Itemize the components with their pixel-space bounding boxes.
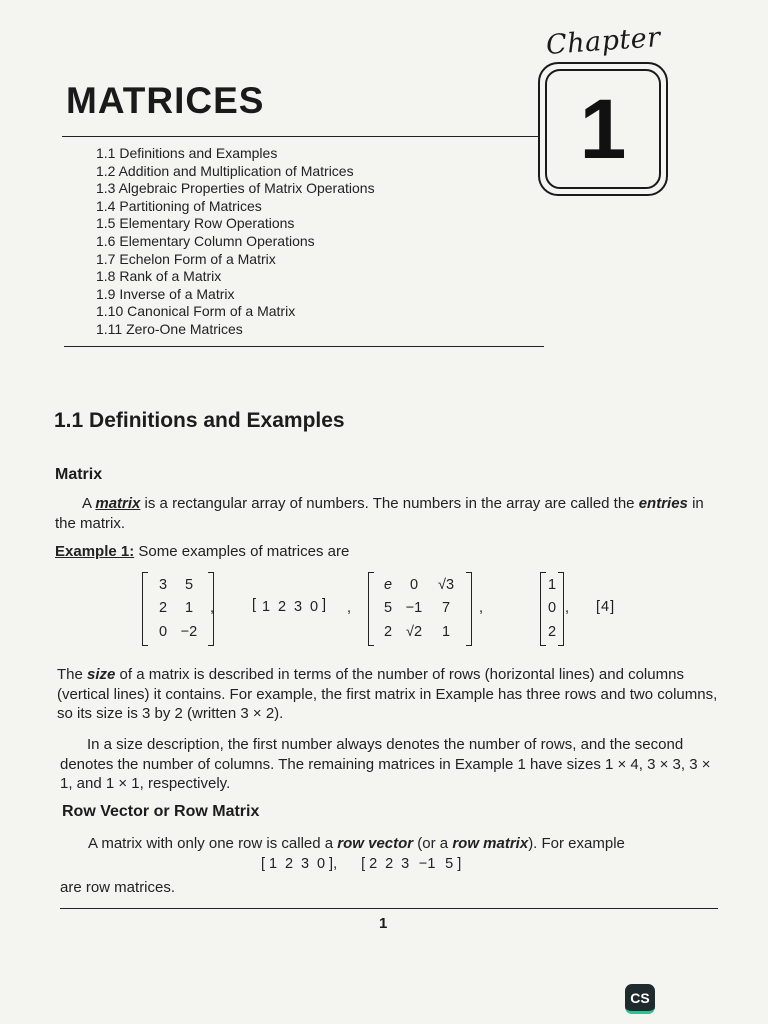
matrix-entry: 0 — [547, 600, 557, 617]
matrix-entry: 0 — [409, 577, 419, 593]
term-matrix: matrix — [95, 495, 141, 512]
matrix-entry: 4 — [601, 599, 610, 615]
size-paragraph — [57, 665, 719, 724]
toc-item: 1.2 Addition and Multiplication of Matrices — [96, 162, 354, 179]
matrix-entry: 2 — [284, 856, 294, 872]
toc-item: 1.7 Echelon Form of a Matrix — [96, 250, 276, 267]
matrix-entries — [148, 572, 208, 646]
matrix-entry: 5 — [383, 600, 393, 617]
matrix-entry: 1 — [547, 577, 557, 593]
text-run: Some examples of matrices are — [134, 543, 350, 560]
matrix-entry: −1 — [418, 856, 436, 872]
section-heading: 1.1 Definitions and Examples — [54, 409, 345, 432]
separator-comma: , — [347, 600, 352, 616]
matrix-entry: 3 — [158, 577, 168, 593]
chapter-label: Chapter — [545, 22, 662, 61]
text-run: A matrix with only one row is called a — [88, 835, 338, 852]
toc-item: 1.9 Inverse of a Matrix — [96, 285, 235, 302]
chapter-number: 1 — [545, 69, 661, 189]
matrix-entry: −1 — [405, 600, 423, 617]
matrix-entry: 3 — [401, 856, 410, 872]
matrix-3x3 — [368, 572, 472, 646]
matrix-entry: 5 — [445, 856, 454, 872]
bracket-right — [466, 572, 472, 646]
text-run: A — [82, 495, 96, 512]
matrix-entry: √2 — [405, 623, 423, 640]
table-of-contents — [96, 145, 375, 339]
chapter-title: MATRICES — [66, 80, 265, 121]
toc-item: 1.3 Algebraic Properties of Matrix Operations — [96, 180, 375, 197]
toc-item: 1.5 Elementary Row Operations — [96, 215, 295, 232]
matrix-entry: 3 — [293, 599, 303, 615]
term-size: size — [87, 666, 116, 683]
matrix-entry: 1 — [268, 856, 278, 872]
bracket-left: [ — [261, 856, 266, 872]
matrix-entry: 3 — [300, 856, 310, 872]
term-entries: entries — [638, 495, 688, 512]
text-run: The — [57, 666, 88, 683]
matrix-entry: 5 — [184, 577, 194, 593]
bracket-right: ] — [457, 856, 462, 872]
text-run: (or a — [413, 835, 453, 852]
bracket-right: ] — [610, 599, 615, 615]
bracket-right: ] — [322, 597, 327, 613]
term-row-matrix: row matrix — [452, 835, 529, 852]
toc-item: 1.6 Elementary Column Operations — [96, 232, 315, 249]
matrix-1x4 — [252, 596, 328, 622]
text-run: of a matrix is described in terms of the number of rows (horizontal lines) and columns (vertical lines) it contains. For example, the first matrix in Example has three rows and two columns, so its size is 3 by 2 (written 3 × 2). — [57, 666, 718, 722]
matrix-entry: −2 — [180, 623, 198, 640]
bracket-right: ] — [329, 856, 334, 872]
toc-item: 1.10 Canonical Form of a Matrix — [96, 303, 296, 320]
matrix-entries — [374, 572, 466, 646]
bracket-right — [558, 572, 564, 646]
matrix-entry: 2 — [547, 623, 557, 640]
example-label: Example 1: — [55, 543, 135, 560]
text-run: ). For example — [528, 835, 625, 852]
matrix-entry: 2 — [277, 599, 287, 615]
matrix-entries — [546, 572, 558, 646]
footer-rule — [60, 908, 718, 909]
toc-rule — [64, 346, 544, 347]
page-number: 1 — [379, 915, 388, 932]
toc-item: 1.11 Zero-One Matrices — [96, 320, 243, 337]
row-matrix-examples — [261, 856, 461, 872]
toc-item: 1.8 Rank of a Matrix — [96, 268, 222, 285]
matrix-entry: 0 — [158, 623, 168, 640]
separator-comma: , — [565, 600, 570, 616]
text-run: in the matrix. — [55, 495, 704, 532]
toc-item: 1.4 Partitioning of Matrices — [96, 197, 262, 214]
matrix-entry: 2 — [385, 856, 394, 872]
matrix-entry: 2 — [383, 623, 393, 640]
text-run: is a rectangular array of numbers. The numbers in the array are called the — [140, 495, 639, 512]
row-matrices-closing: are row matrices. — [60, 879, 176, 896]
matrix-entry: 1 — [261, 599, 271, 615]
title-rule — [62, 136, 540, 137]
matrix-entry: 2 — [369, 856, 378, 872]
matrix-3x1 — [540, 572, 564, 646]
matrix-entry: 1 — [184, 600, 194, 617]
row-vector-definition — [88, 834, 718, 854]
size-description-paragraph: In a size description, the first number always denotes the number of rows, and the second denotes the number of columns. The remaining matrices in Example 1 have sizes 1 × 4, 3 × 3, 3 × 1, and 1 × 1, respectively. — [60, 736, 711, 792]
camscanner-logo: CS — [625, 984, 655, 1014]
term-row-vector: row vector — [337, 835, 414, 852]
matrix-heading: Matrix — [55, 466, 103, 483]
separator-comma: , — [210, 600, 215, 616]
matrix-entry: 1 — [441, 623, 451, 640]
separator-comma: , — [479, 600, 484, 616]
bracket-left: [ — [361, 856, 366, 872]
separator-comma: , — [333, 856, 338, 872]
bracket-left: [ — [596, 599, 601, 615]
bracket-left: [ — [252, 597, 257, 613]
matrix-entries — [258, 596, 322, 622]
matrix-entry: 7 — [441, 600, 451, 617]
matrix-entry: e — [383, 577, 393, 593]
example-1-intro — [55, 542, 349, 562]
matrix-entry: √3 — [437, 577, 455, 593]
matrix-3x2 — [142, 572, 214, 646]
matrix-entry: 2 — [158, 600, 168, 617]
toc-item: 1.1 Definitions and Examples — [96, 145, 278, 161]
matrix-definition — [55, 494, 715, 533]
matrix-entry: 0 — [309, 599, 319, 615]
row-vector-heading: Row Vector or Row Matrix — [62, 803, 260, 820]
matrix-entry: 0 — [316, 856, 326, 872]
matrix-1x1 — [596, 596, 614, 622]
